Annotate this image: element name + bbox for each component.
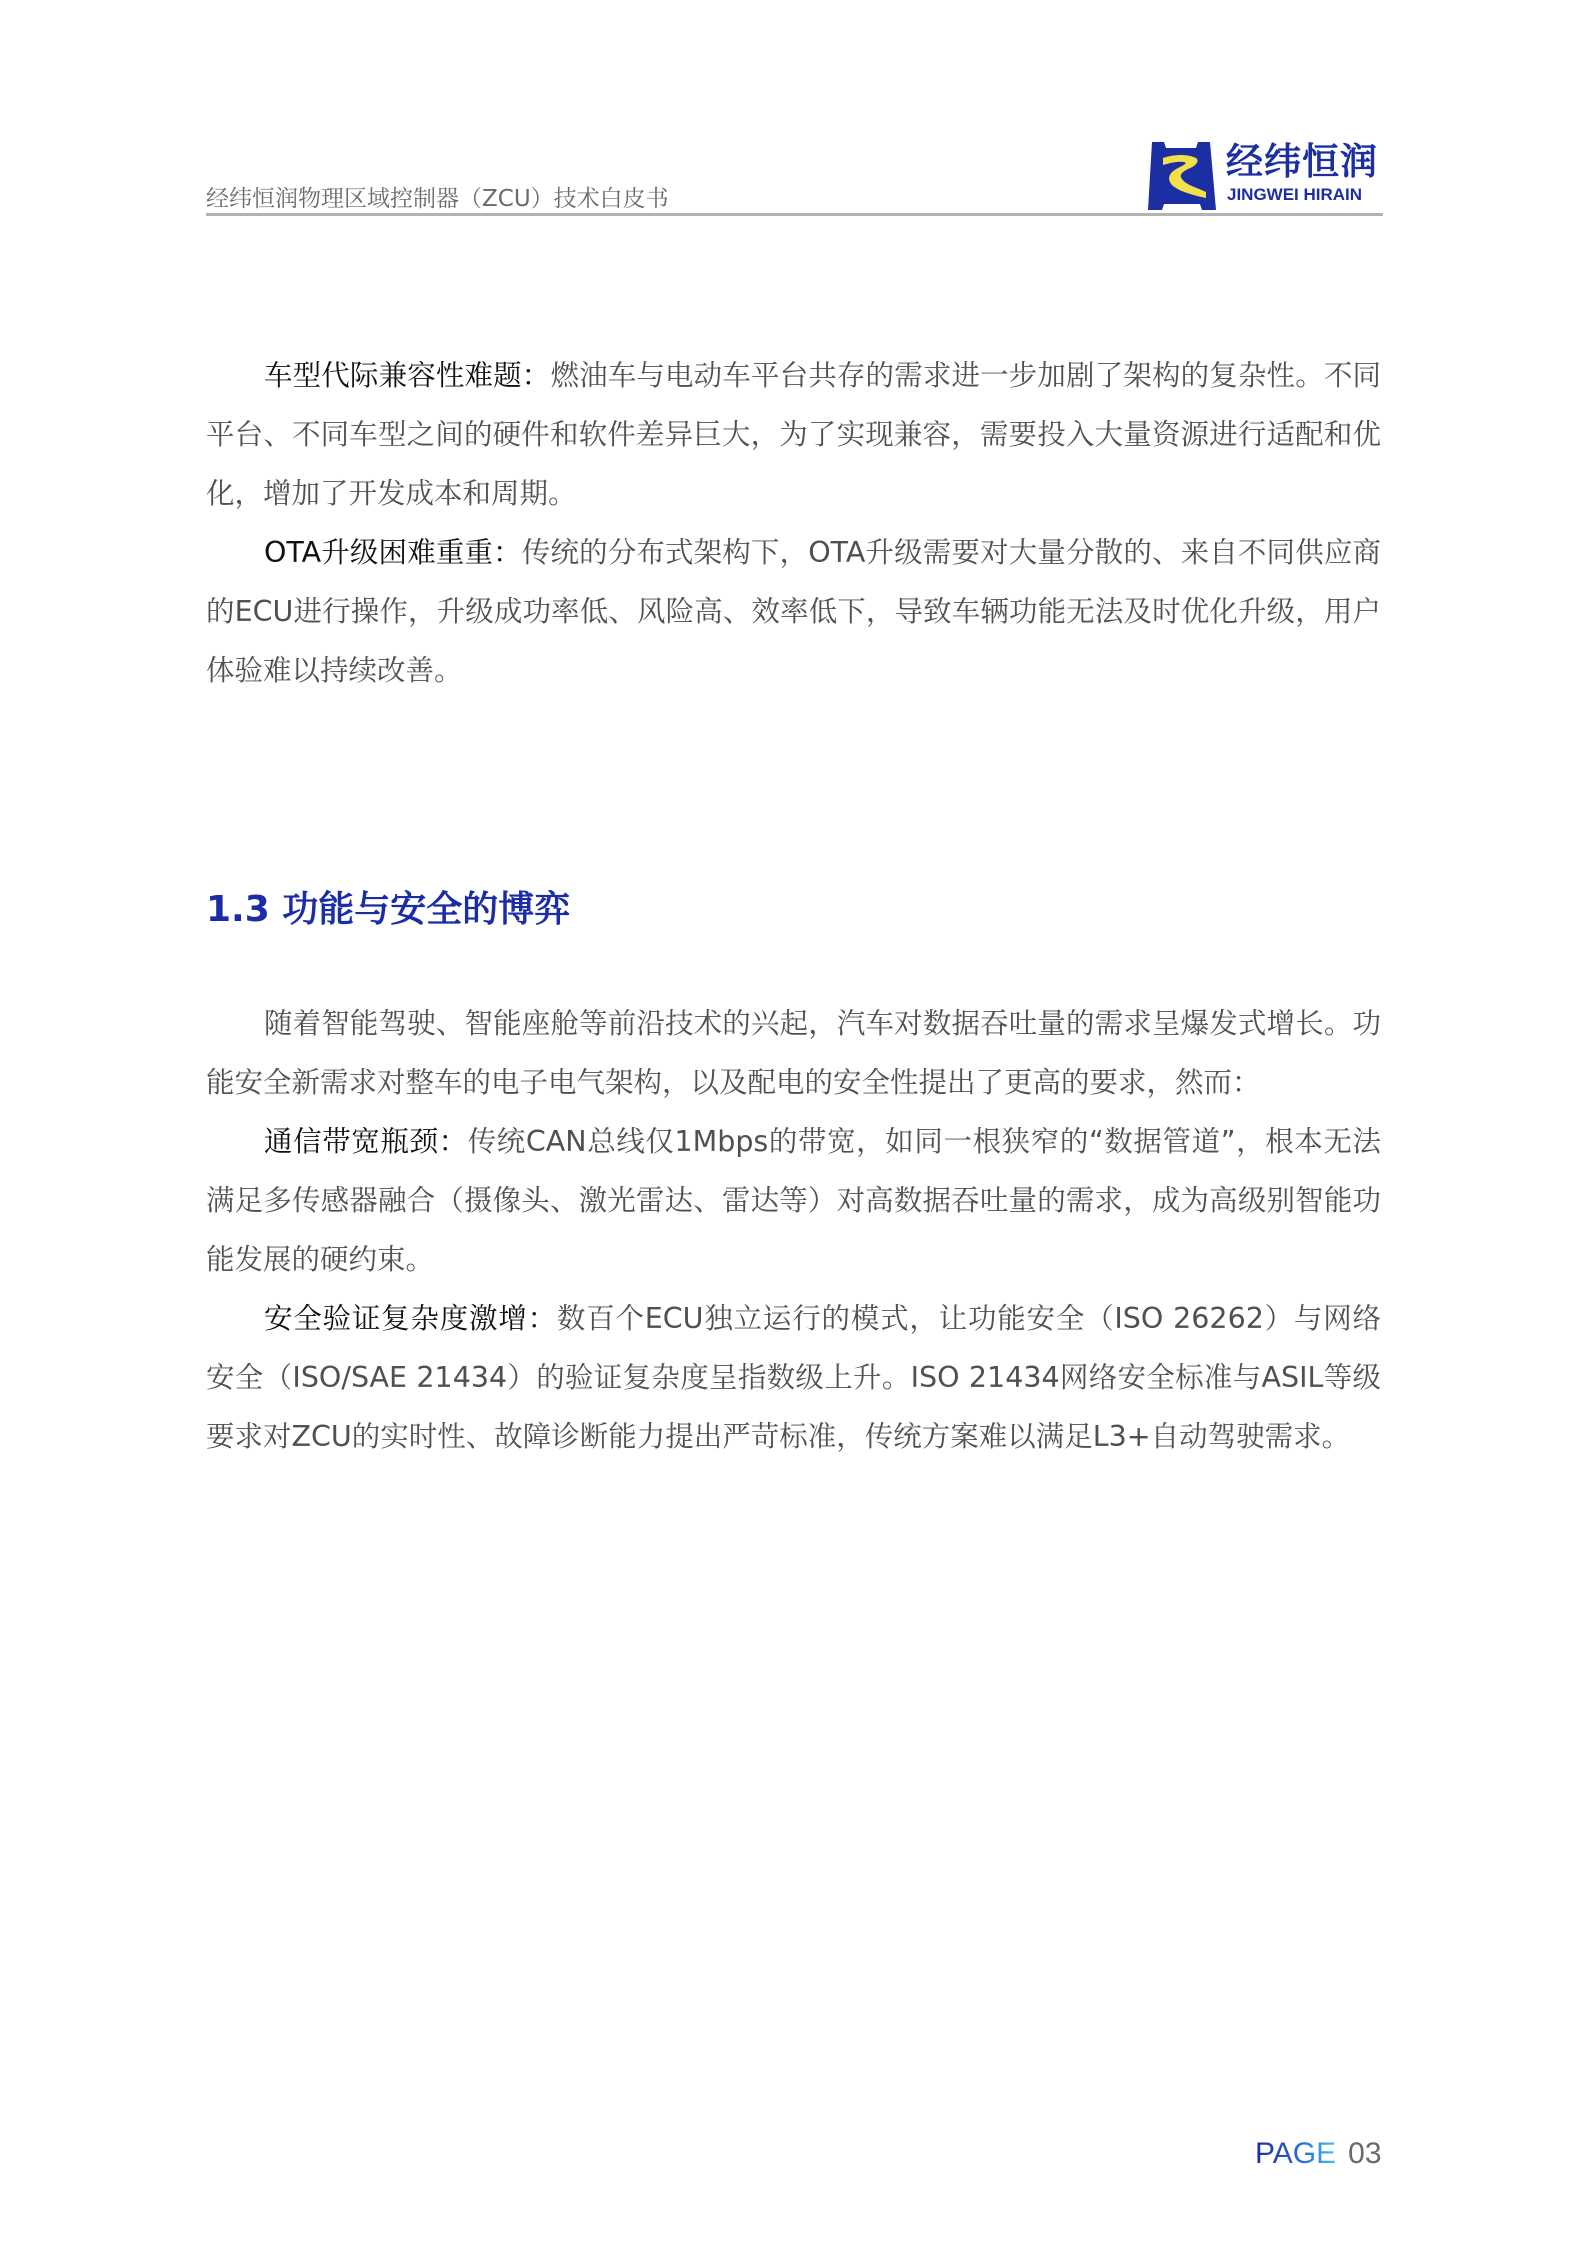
page-label: PAGE: [1255, 2137, 1337, 2170]
section-heading: 1.3 功能与安全的博弈: [206, 889, 571, 930]
header-divider: [206, 213, 1383, 216]
paragraph-intro: 随着智能驾驶、智能座舱等前沿技术的兴起，汽车对数据吞吐量的需求呈爆发式增长。功能安全新需求对整车的电子电气架构，以及配电的安全性提出了更高的要求，然而：: [206, 1007, 1381, 1099]
paragraph-lead: 通信带宽瓶颈：: [264, 1125, 468, 1158]
jingwei-hirain-logo-icon: [1146, 142, 1218, 210]
paragraph-safety-verification: [206, 1289, 1381, 1466]
page-number-value: 03: [1348, 2137, 1382, 2170]
document-title: 经纬恒润物理区域控制器（ZCU）技术白皮书: [206, 186, 669, 212]
paragraph-vehicle-compatibility: [206, 346, 1381, 523]
company-logo: [1146, 140, 1396, 212]
logo-name-en: JINGWEI HIRAIN: [1227, 185, 1363, 204]
paragraph-body: 传统CAN总线仅1Mbps的带宽，如同一根狭窄的“数据管道”，根本无法满足多传感器融合（摄像头、激光雷达、雷达等）对高数据吞吐量的需求，成为高级别智能功能发展的硬约束。: [206, 1125, 1381, 1276]
paragraph-lead: OTA升级困难重重：: [264, 536, 522, 569]
content-block-safety: [206, 994, 1381, 1466]
logo-name-cn: 经纬恒润: [1226, 140, 1378, 183]
paragraph-body: 燃油车与电动车平台共存的需求进一步加剧了架构的复杂性。不同平台、不同车型之间的硬件和软件差异巨大，为了实现兼容，需要投入大量资源进行适配和优化，增加了开发成本和周期。: [206, 359, 1381, 510]
paragraph-body: 传统的分布式架构下，OTA升级需要对大量分散的、来自不同供应商的ECU进行操作，升级成功率低、风险高、效率低下，导致车辆功能无法及时优化升级，用户体验难以持续改善。: [206, 536, 1381, 687]
content-block-challenges: [206, 346, 1381, 700]
paragraph-body: 数百个ECU独立运行的模式，让功能安全（ISO 26262）与网络安全（ISO/SAE 21434）的验证复杂度呈指数级上升。ISO 21434网络安全标准与ASIL等级要求对ZCU的实时性、故障诊断能力提出严苛标准，传统方案难以满足L3+自动驾驶需求。: [206, 1302, 1381, 1453]
page-number: [1255, 2136, 1382, 2172]
paragraph-lead: 安全验证复杂度激增：: [264, 1302, 557, 1335]
paragraph-bandwidth: [206, 1112, 1381, 1289]
paragraph-ota-upgrade: [206, 523, 1381, 700]
paragraph-lead: 车型代际兼容性难题：: [264, 359, 551, 392]
